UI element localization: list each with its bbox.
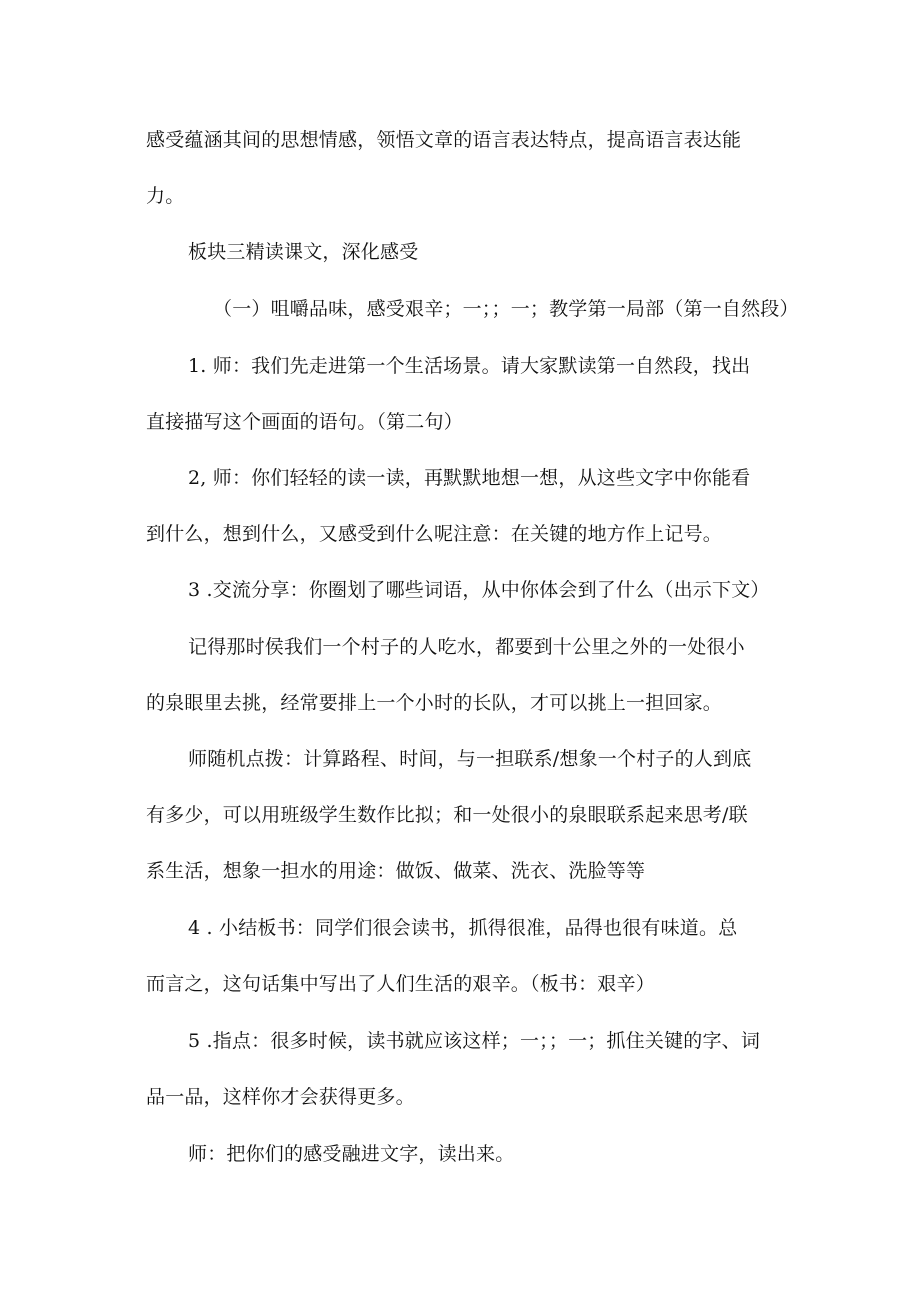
paragraph-line: 到什么，想到什么，又感受到什么呢注意：在关键的地方作上记号。 xyxy=(146,523,723,545)
paragraph-line: 记得那时侯我们一个村子的人吃水，都要到十公里之外的一处很小 xyxy=(188,636,745,658)
section-heading: 板块三精读课文，深化感受 xyxy=(188,241,419,263)
paragraph-line: 师随机点拨：计算路程、时间，与一担联系/想象一个村子的人到底 xyxy=(188,748,752,770)
paragraph-line: 感受蕴涵其间的思想情感，领悟文章的语言表达特点，提高语言表达能 xyxy=(146,129,742,151)
paragraph-line: 系生活，想象一担水的用途：做饭、做菜、洗衣、洗脸等等 xyxy=(146,860,646,882)
paragraph-line: 师：把你们的感受融进文字，读出来。 xyxy=(188,1143,515,1165)
paragraph-line: 4 . 小结板书：同学们很会读书，抓得很准，品得也很有味道。总 xyxy=(188,917,738,939)
paragraph-line: 品一品，这样你才会获得更多。 xyxy=(146,1086,415,1108)
paragraph-line: 2, 师：你们轻轻的读一读，再默默地想一想，从这些文字中你能看 xyxy=(188,467,751,489)
paragraph-line: 3 .交流分享：你圈划了哪些词语，从中你体会到了什么（出示下文） xyxy=(188,579,770,601)
paragraph-line: 的泉眼里去挑，经常要排上一个小时的长队，才可以挑上一担回家。 xyxy=(146,692,723,714)
paragraph-line: 有多少，可以用班级学生数作比拟；和一处很小的泉眼联系起来思考/联 xyxy=(146,804,748,826)
paragraph-line: 力。 xyxy=(146,185,185,207)
paragraph-line: 1. 师：我们先走进第一个生活场景。请大家默读第一自然段，找出 xyxy=(188,355,751,377)
paragraph-line: 5 .指点：很多时候，读书就应该这样；一；；一；抓住关键的字、词 xyxy=(188,1030,761,1052)
paragraph-line: 直接描写这个画面的语句。（第二句） xyxy=(146,411,463,433)
subsection-heading: （一）咀嚼品味，感受艰辛；一；；一；教学第一局部（第一自然段） xyxy=(213,298,799,320)
paragraph-line: 而言之，这句话集中写出了人们生活的艰辛。（板书：艰辛） xyxy=(146,973,655,995)
